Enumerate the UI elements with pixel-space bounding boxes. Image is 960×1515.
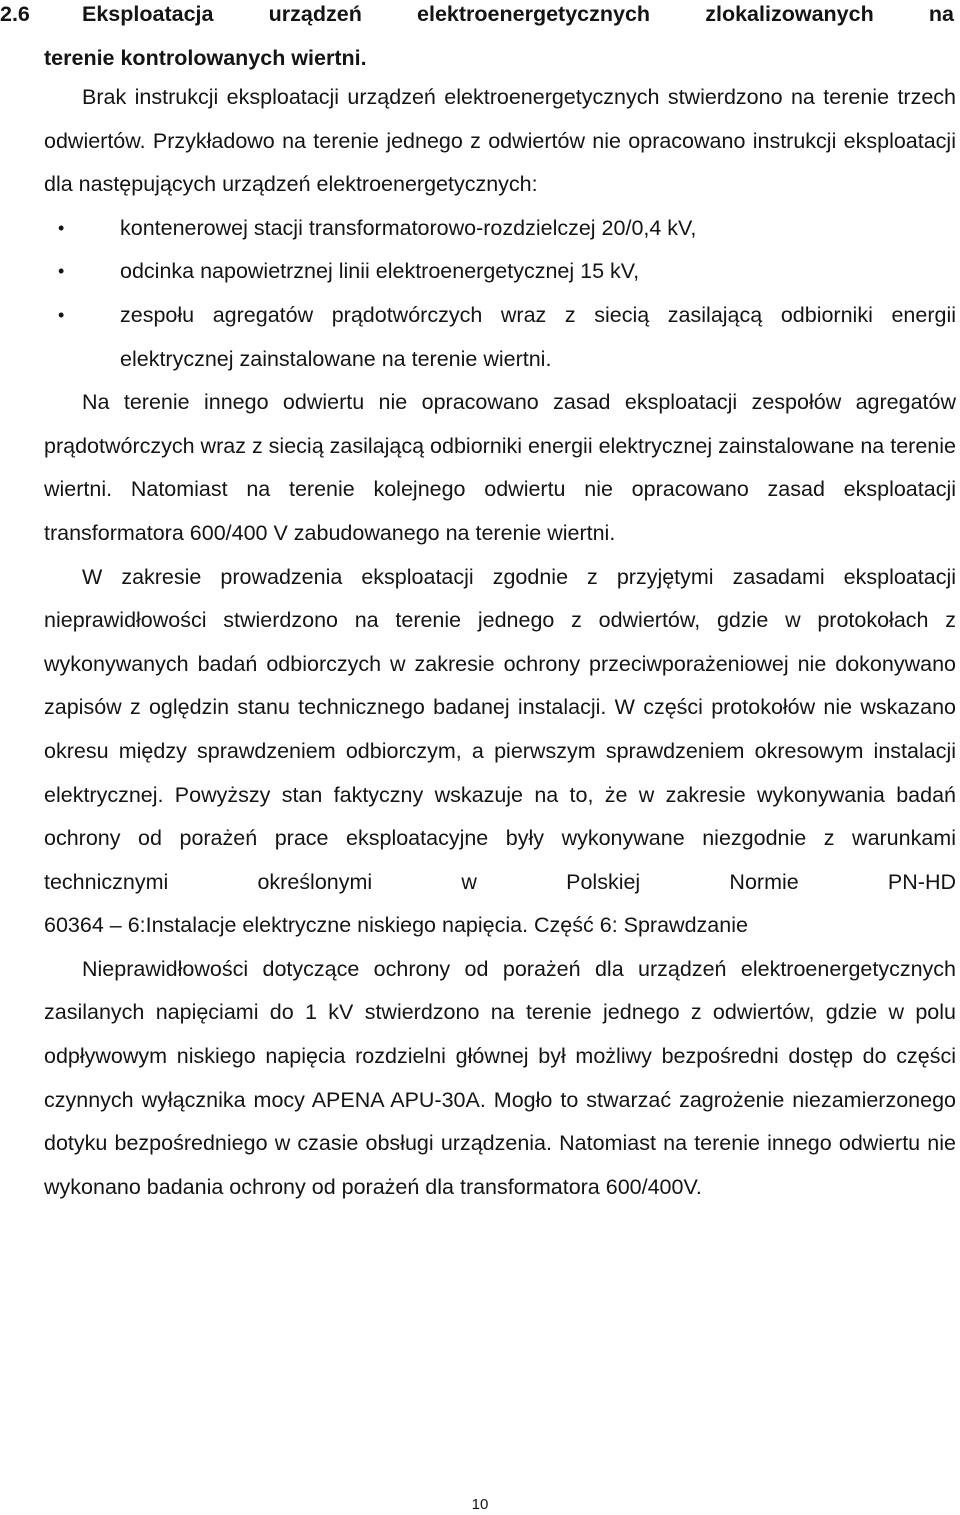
page-number: 10	[471, 1496, 489, 1513]
document-body	[44, 76, 956, 1209]
paragraph-other-wells: Na terenie innego odwiertu nie opracowano zasad eksploatacji zespołów agregatów prądotwórczych wraz z siecią zasilającą odbiorniki energii elektrycznej zainstalowane na terenie wiertni. Natomiast na terenie kolejnego odwiertu nie opracowano zasad eksploatacji transformatora 600/400 V zabudowanego na terenie wiertni.	[44, 390, 956, 545]
paragraph-standard-reference: 60364 – 6:Instalacje elektryczne niskiego napięcia. Część 6: Sprawdzanie	[44, 913, 748, 938]
section-number: 2.6	[0, 2, 30, 26]
list-item: • zespołu agregatów prądotwórczych wraz z siecią zasilającą odbiorniki energii elektrycznej zainstalowane na terenie wiertni.	[44, 294, 956, 381]
paragraph-shock-protection: Nieprawidłowości dotyczące ochrony od porażeń dla urządzeń elektroenergetycznych zasilanych napięciami do 1 kV stwierdzono na terenie jednego z odwiertów, gdzie w polu odpływowym niskiego napięcia rozdzielni głównej był możliwy bezpośredni dostęp do części czynnych wyłącznika mocy APENA APU-30A. Mogło to stwarzać zagrożenie niezamierzonego dotyku bezpośredniego w czasie obsługi urządzenia. Natomiast na terenie innego odwiertu nie wykonano badania ochrony od porażeń dla transformatora 600/400V.	[44, 956, 956, 1199]
paragraph-operation-findings: W zakresie prowadzenia eksploatacji zgodnie z przyjętymi zasadami eksploatacji nieprawidłowości stwierdzono na terenie jednego z odwiertów, gdzie w protokołach z wykonywanych badań odbiorczych w zakresie ochrony przeciwporażeniowej nie dokonywano zapisów z oględzin stanu technicznego badanej instalacji. W części protokołów nie wskazano okresu między sprawdzeniem odbiorczym, a pierwszym sprawdzeniem okresowym instalacji elektrycznej. Powyższy stan faktyczny wskazuje na to, że w zakresie wykonywania badań ochrony od porażeń prace eksploatacyjne były wykonywane niezgodnie z warunkami technicznymi określonymi w Polskiej Normie PN-HD	[44, 564, 956, 894]
equipment-list	[44, 207, 956, 381]
section-title-line-2: terenie kontrolowanych wiertni.	[44, 46, 367, 70]
list-item: • odcinka napowietrznej linii elektroenergetycznej 15 kV,	[44, 250, 956, 294]
list-item: • kontenerowej stacji transformatorowo-rozdzielczej 20/0,4 kV,	[44, 207, 956, 251]
section-title-line-1: Eksploatacja urządzeń elektroenergetycznych zlokalizowanych na	[82, 2, 954, 26]
paragraph-missing-instructions: Brak instrukcji eksploatacji urządzeń elektroenergetycznych stwierdzono na terenie trzech odwiertów. Przykładowo na terenie jednego z odwiertów nie opracowano instrukcji eksploatacji dla następujących urządzeń elektroenergetycznych:	[44, 85, 956, 197]
